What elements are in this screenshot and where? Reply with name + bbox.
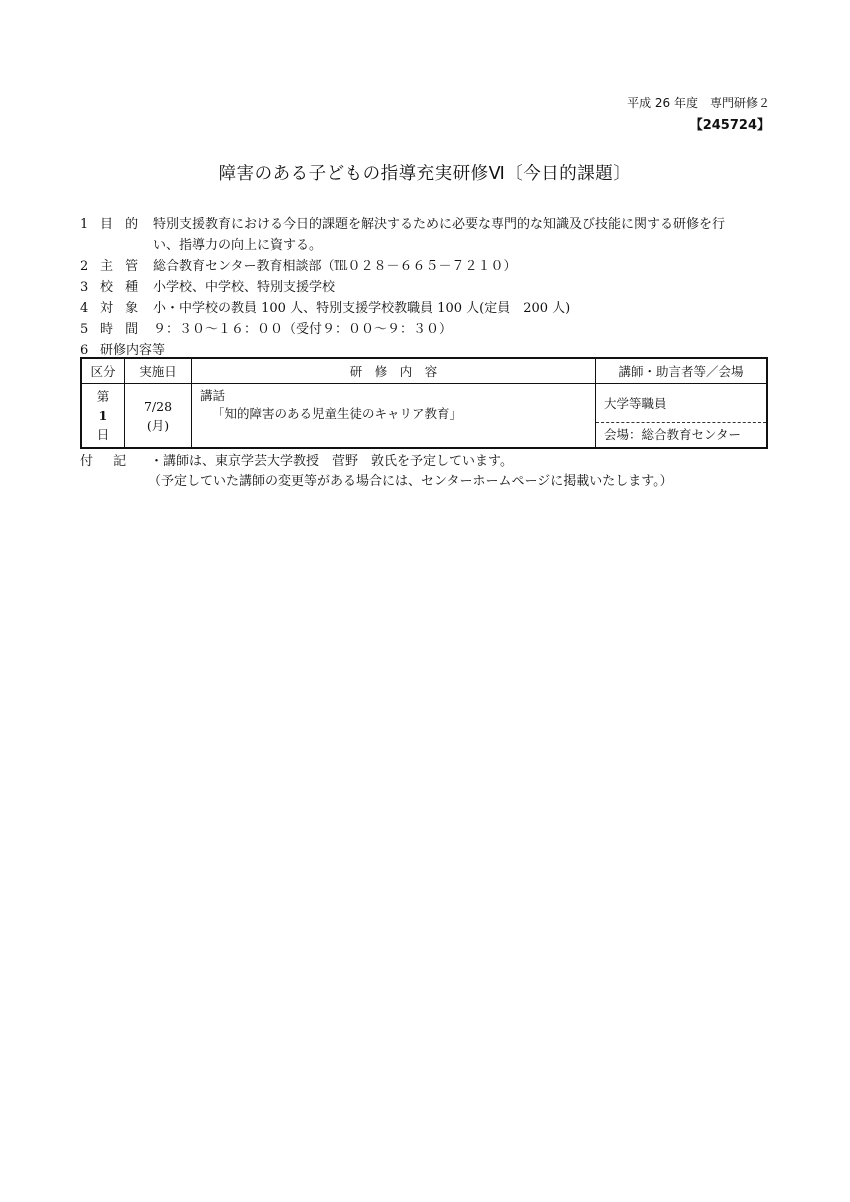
item-label: 対 象 — [100, 301, 143, 316]
header-category: 区分 — [81, 358, 125, 384]
note-text: （予定していた講師の変更等がある場合には、センターホームページに掲載いたします。） — [148, 474, 673, 489]
content-title: 講話 — [200, 388, 226, 403]
list-item-continuation — [80, 235, 780, 256]
notes-label: 付 記 — [80, 454, 135, 469]
item-label: 目 的 — [100, 217, 143, 232]
item-value: い、指導力の向上に資する。 — [153, 238, 323, 253]
date-cell — [125, 384, 192, 449]
list-item — [80, 298, 780, 319]
item-number: 3 — [80, 280, 89, 295]
item-value: 総合教育センター教育相談部（℡０２８－６６５－７２１０） — [153, 259, 517, 274]
item-number: 2 — [80, 259, 89, 274]
item-number: 1 — [80, 217, 89, 232]
day-number: 1 — [98, 408, 108, 423]
course-code: 【245724】 — [689, 118, 770, 133]
note-line — [80, 472, 673, 492]
header-content: 研 修 内 容 — [192, 358, 596, 384]
item-number: 4 — [80, 301, 89, 316]
notes-section — [80, 452, 673, 492]
item-label: 研修内容等 — [100, 343, 166, 358]
weekday-value: (月) — [146, 417, 170, 433]
item-value: 小学校、中学校、特別支援学校 — [153, 280, 336, 295]
item-number: 6 — [80, 343, 89, 358]
outline-list — [80, 214, 780, 361]
lecturer: 大学等職員 — [596, 384, 766, 423]
item-label: 時 間 — [100, 322, 143, 337]
table-header-row — [81, 358, 767, 384]
table-row — [81, 384, 767, 449]
lecturer-venue-cell — [596, 384, 768, 449]
item-label: 主 管 — [100, 259, 143, 274]
content-subtitle: 「知的障害のある児童生徒のキャリア教育」 — [212, 406, 463, 421]
day-text: 第 — [96, 389, 110, 404]
note-text: ・講師は、東京学芸大学教授 菅野 敦氏を予定しています。 — [150, 454, 513, 469]
day-cell — [81, 384, 125, 449]
list-item — [80, 214, 780, 235]
header-date: 実施日 — [125, 358, 192, 384]
venue: 会場：総合教育センター — [604, 427, 742, 442]
list-item — [80, 319, 780, 340]
page-title: 障害のある子どもの指導充実研修Ⅵ〔今日的課題〕 — [218, 164, 632, 184]
item-value: ９：３０～１６：００（受付９：００～９：３０） — [153, 322, 453, 337]
date-value: 7/28 — [143, 398, 173, 414]
list-item — [80, 256, 780, 277]
header-lecturer-venue: 講師・助言者等／会場 — [596, 358, 768, 384]
fiscal-year-label: 平成 26 年度 専門研修２ — [627, 96, 770, 110]
item-value: 小・中学校の教員 100 人、特別支援学校教職員 100 人(定員 200 人) — [153, 301, 571, 316]
item-label: 校 種 — [100, 280, 143, 295]
list-item — [80, 277, 780, 298]
item-number: 5 — [80, 322, 89, 337]
day-text: 日 — [96, 427, 110, 442]
note-line — [80, 452, 673, 472]
content-cell — [192, 384, 596, 449]
schedule-table — [80, 357, 768, 449]
item-value: 特別支援教育における今日的課題を解決するために必要な専門的な知識及び技能に関する研修を行 — [153, 217, 726, 232]
